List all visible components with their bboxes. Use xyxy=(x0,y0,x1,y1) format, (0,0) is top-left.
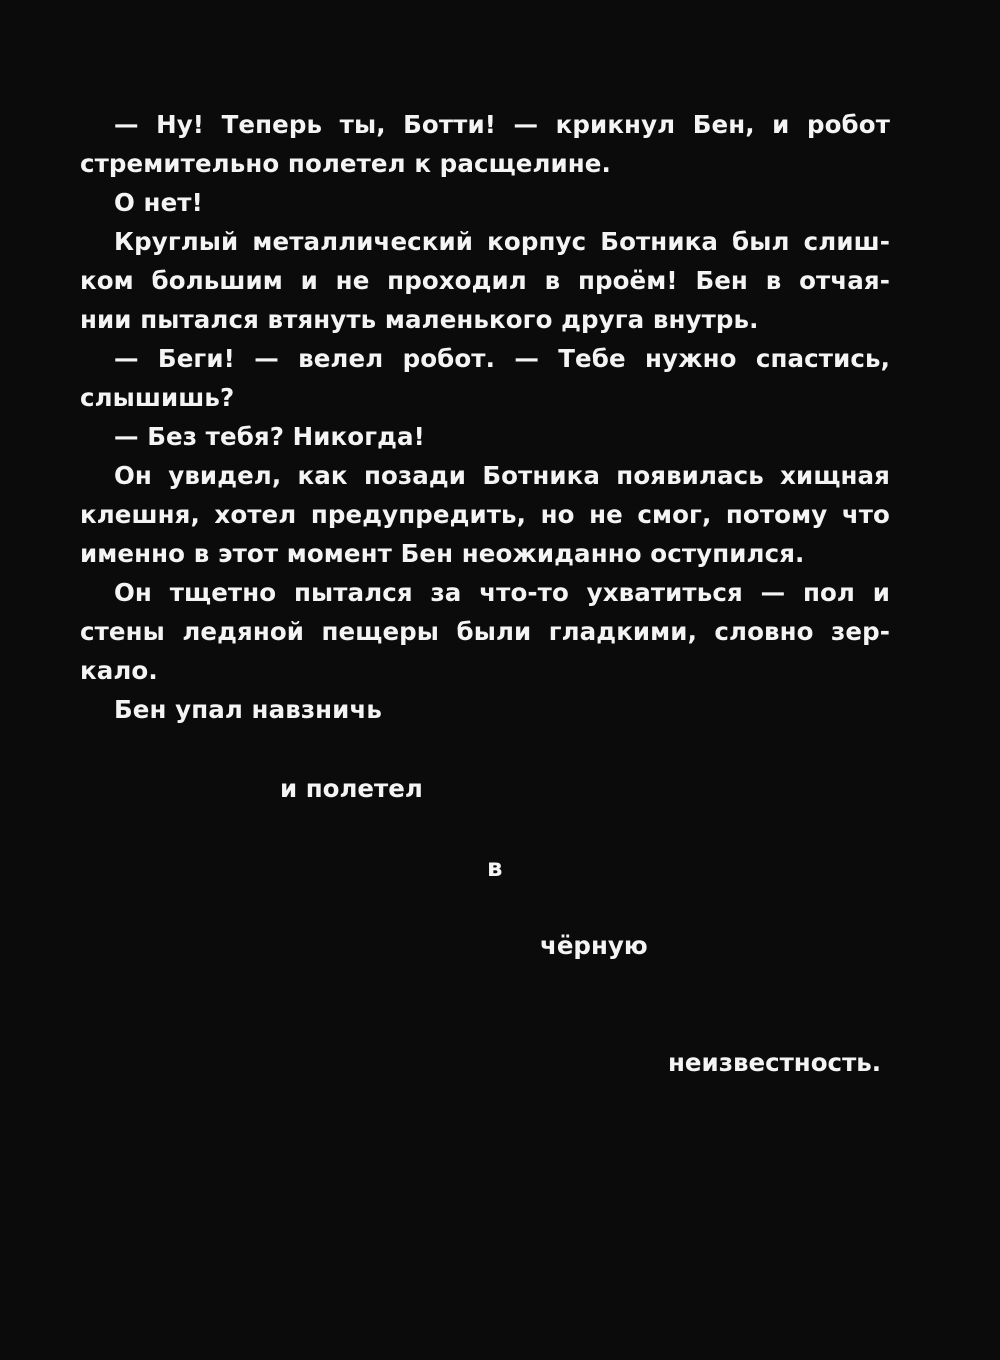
p4-line1: — Беги! — велел робот. — Тебе нужно спастись, xyxy=(114,344,890,373)
p7-line2: стены ледяной пещеры были гладкими, словно зер- xyxy=(80,617,890,646)
falling-word-3: чёрную xyxy=(540,931,648,960)
falling-word-2: в xyxy=(487,853,503,882)
p3-line1: Круглый металлический корпус Ботника был слиш- xyxy=(114,227,890,256)
p1-line2: стремительно полетел к расщелине. xyxy=(80,149,611,178)
p3-line2: ком большим и не проходил в проём! Бен в отчая- xyxy=(80,266,890,295)
p6-line2: клешня, хотел предупредить, но не смог, потому что xyxy=(80,500,890,529)
p2-line1: О нет! xyxy=(114,188,203,217)
p7-line3: кало. xyxy=(80,656,158,685)
p8-line1: Бен упал навзничь xyxy=(114,695,382,724)
p4-line2: слышишь? xyxy=(80,383,235,412)
p5-line1: — Без тебя? Никогда! xyxy=(114,422,425,451)
p6-line3: именно в этот момент Бен неожиданно оступился. xyxy=(80,539,805,568)
body-text xyxy=(80,105,890,729)
p1-line1: — Ну! Теперь ты, Ботти! — крикнул Бен, и робот xyxy=(114,110,890,139)
p3-line3: нии пытался втянуть маленького друга внутрь. xyxy=(80,305,759,334)
falling-word-1: и полетел xyxy=(280,774,423,803)
p7-line1: Он тщетно пытался за что-то ухватиться — пол и xyxy=(114,578,890,607)
p6-line1: Он увидел, как позади Ботника появилась хищная xyxy=(114,461,890,490)
falling-word-4: неизвестность. xyxy=(668,1048,882,1077)
